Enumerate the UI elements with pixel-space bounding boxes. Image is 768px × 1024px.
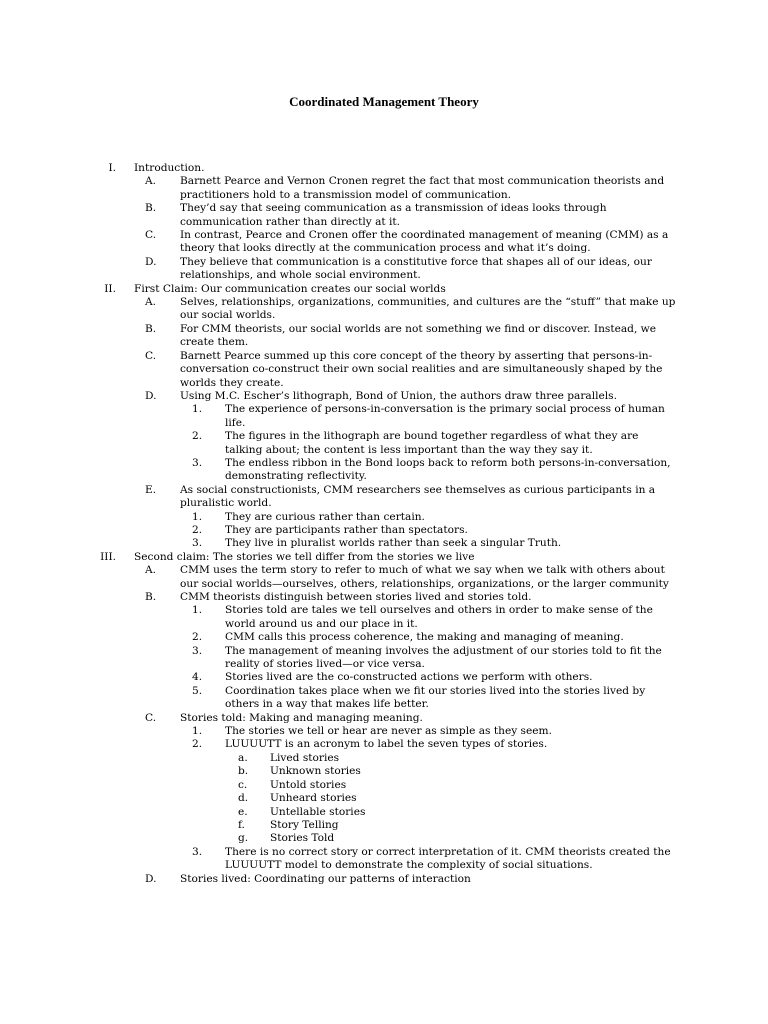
outline-item-level-3 bbox=[0, 604, 768, 631]
outline-item-level-2 bbox=[0, 484, 768, 511]
outline-text: The endless ribbon in the Bond loops back to reform both persons-in-conversation, demonstrating reflectivity. bbox=[225, 456, 671, 483]
outline-marker: d. bbox=[238, 792, 249, 805]
outline-item-level-4 bbox=[0, 765, 768, 778]
outline-text: Coordination takes place when we fit our stories lived into the stories lived by others in a way that makes life better. bbox=[225, 684, 646, 711]
outline-item-level-2 bbox=[0, 296, 768, 323]
outline-marker: B. bbox=[145, 322, 157, 335]
outline-marker: 3. bbox=[192, 845, 203, 858]
outline-item-level-3 bbox=[0, 738, 768, 751]
outline-text: They are participants rather than spectators. bbox=[225, 523, 468, 536]
outline-item-level-1 bbox=[0, 551, 768, 564]
outline-text: Unknown stories bbox=[270, 765, 361, 778]
outline-item-level-2 bbox=[0, 390, 768, 403]
outline-item-level-3 bbox=[0, 524, 768, 537]
outline-marker: C. bbox=[145, 711, 157, 724]
outline-item-level-3 bbox=[0, 430, 768, 457]
outline-marker: c. bbox=[238, 778, 248, 791]
outline-text: The experience of persons-in-conversation is the primary social process of human life. bbox=[225, 403, 665, 429]
outline-text: In contrast, Pearce and Cronen offer the coordinated management of meaning (CMM) as a theory that looks directly at the communication process and what it’s doing. bbox=[180, 229, 669, 255]
outline-text: For CMM theorists, our social worlds are not something we find or discover. Instead, we create them. bbox=[180, 322, 657, 349]
outline-text: Unheard stories bbox=[270, 792, 357, 805]
outline-marker: 2. bbox=[192, 523, 203, 536]
outline-text: CMM calls this process coherence, the making and managing of meaning. bbox=[225, 631, 624, 644]
outline-marker: B. bbox=[145, 591, 157, 603]
outline-item-level-2 bbox=[0, 256, 768, 283]
outline-marker: 1. bbox=[192, 403, 203, 416]
outline-item-level-2 bbox=[0, 873, 768, 886]
outline-item-level-2 bbox=[0, 202, 768, 229]
outline-marker: D. bbox=[145, 389, 157, 402]
outline-text: CMM uses the term story to refer to much of what we say when we talk with others about our social worlds—ourselves, others, relationships, organizations, or the larger community bbox=[180, 564, 669, 590]
outline-item-level-3 bbox=[0, 671, 768, 684]
outline-marker: 3. bbox=[192, 644, 203, 657]
outline-item-level-4 bbox=[0, 752, 768, 765]
outline-item-level-1 bbox=[0, 162, 768, 175]
outline-text: As social constructionists, CMM researchers see themselves as curious participants in a pluralistic world. bbox=[180, 483, 656, 510]
outline-item-level-3 bbox=[0, 537, 768, 550]
outline-text: Stories told: Making and managing meaning. bbox=[180, 711, 423, 724]
outline-text: They’d say that seeing communication as a transmission of ideas looks through communication rather than directly at it. bbox=[180, 202, 607, 228]
outline-text: Second claim: The stories we tell differ from the stories we live bbox=[134, 550, 475, 563]
outline-item-level-4 bbox=[0, 806, 768, 819]
outline-marker: 4. bbox=[192, 671, 203, 684]
outline-marker: D. bbox=[145, 872, 157, 885]
outline-text: Introduction. bbox=[134, 162, 205, 174]
outline-marker: A. bbox=[145, 175, 157, 188]
outline-marker: a. bbox=[238, 751, 248, 764]
outline-marker: b. bbox=[238, 765, 249, 778]
outline-marker: 2. bbox=[192, 738, 203, 751]
outline-marker: C. bbox=[145, 229, 157, 242]
outline-text: Barnett Pearce summed up this core concept of the theory by asserting that persons-in-conversation co-construct their own social realities and are simultaneously shaped by the worlds they create. bbox=[180, 349, 663, 389]
outline-text: Barnett Pearce and Vernon Cronen regret the fact that most communication theorists and practitioners hold to a transmission model of communication. bbox=[180, 175, 665, 201]
outline-text: LUUUUTT is an acronym to label the seven types of stories. bbox=[225, 738, 548, 751]
outline-marker: e. bbox=[238, 805, 248, 818]
outline-text: The management of meaning involves the adjustment of our stories told to fit the reality of stories lived—or vice versa. bbox=[225, 644, 662, 671]
outline-item-level-3 bbox=[0, 725, 768, 738]
outline-item-level-2 bbox=[0, 175, 768, 202]
outline-text: CMM theorists distinguish between stories lived and stories told. bbox=[180, 591, 532, 603]
outline-item-level-3 bbox=[0, 846, 768, 873]
outline-text: Stories Told bbox=[270, 832, 335, 845]
outline-item-level-3 bbox=[0, 645, 768, 672]
outline-marker: I. bbox=[108, 162, 116, 174]
outline-marker: C. bbox=[145, 349, 157, 362]
outline-marker: 5. bbox=[192, 684, 203, 697]
outline-marker: A. bbox=[145, 564, 157, 577]
outline-text: Stories lived are the co-constructed actions we perform with others. bbox=[225, 671, 593, 684]
outline-text: They believe that communication is a constitutive force that shapes all of our ideas, our relationships, and whole social environment. bbox=[180, 255, 652, 282]
outline-marker: D. bbox=[145, 255, 157, 268]
outline-marker: 2. bbox=[192, 631, 203, 644]
outline-marker: III. bbox=[100, 550, 116, 563]
outline-text: Untellable stories bbox=[270, 805, 366, 818]
outline-text: First Claim: Our communication creates our social worlds bbox=[134, 282, 446, 295]
outline-marker: 3. bbox=[192, 456, 203, 469]
outline-text: Lived stories bbox=[270, 751, 340, 764]
outline-marker: 1. bbox=[192, 725, 203, 738]
outline-text: Stories told are tales we tell ourselves and others in order to make sense of the world around us and our place in it. bbox=[225, 604, 653, 630]
outline-marker: g. bbox=[238, 832, 249, 845]
outline-item-level-3 bbox=[0, 457, 768, 484]
outline-text: Untold stories bbox=[270, 778, 347, 791]
outline-text: Story Telling bbox=[270, 818, 339, 831]
outline-marker: II. bbox=[104, 282, 116, 295]
outline-text: Selves, relationships, organizations, communities, and cultures are the “stuff” that make up our social worlds. bbox=[180, 296, 676, 322]
outline-item-level-4 bbox=[0, 832, 768, 845]
outline-item-level-1 bbox=[0, 283, 768, 296]
outline-marker: 1. bbox=[192, 604, 203, 617]
outline-item-level-2 bbox=[0, 591, 768, 604]
outline-item-level-3 bbox=[0, 403, 768, 430]
outline-marker: A. bbox=[145, 296, 157, 309]
outline-text: Using M.C. Escher’s lithograph, Bond of Union, the authors draw three parallels. bbox=[180, 389, 617, 402]
outline-item-level-3 bbox=[0, 685, 768, 712]
outline-text: The figures in the lithograph are bound together regardless of what they are talking about; the content is less important than the way they say it. bbox=[225, 430, 639, 456]
outline-text: The stories we tell or hear are never as simple as they seem. bbox=[225, 725, 552, 738]
outline-text: There is no correct story or correct interpretation of it. CMM theorists created the LUUUUTT model to demonstrate the complexity of social situations. bbox=[225, 845, 671, 872]
outline-marker: f. bbox=[238, 818, 245, 831]
outline-text: Stories lived: Coordinating our patterns of interaction bbox=[180, 872, 471, 885]
outline-marker: 1. bbox=[192, 510, 203, 523]
outline-item-level-2 bbox=[0, 323, 768, 350]
outline-marker: E. bbox=[145, 483, 157, 496]
outline-item-level-4 bbox=[0, 779, 768, 792]
outline-list bbox=[0, 162, 768, 886]
outline-text: They live in pluralist worlds rather than seek a singular Truth. bbox=[225, 537, 562, 550]
outline-item-level-4 bbox=[0, 819, 768, 832]
outline-item-level-3 bbox=[0, 631, 768, 644]
outline-marker: B. bbox=[145, 202, 157, 215]
outline-item-level-2 bbox=[0, 564, 768, 591]
outline-item-level-2 bbox=[0, 712, 768, 725]
outline-item-level-2 bbox=[0, 229, 768, 256]
outline-item-level-3 bbox=[0, 511, 768, 524]
outline-text: They are curious rather than certain. bbox=[225, 510, 425, 523]
document-title: Coordinated Management Theory bbox=[289, 94, 479, 109]
outline-marker: 2. bbox=[192, 430, 203, 443]
outline-item-level-2 bbox=[0, 350, 768, 390]
outline-marker: 3. bbox=[192, 537, 203, 550]
outline-item-level-4 bbox=[0, 792, 768, 805]
